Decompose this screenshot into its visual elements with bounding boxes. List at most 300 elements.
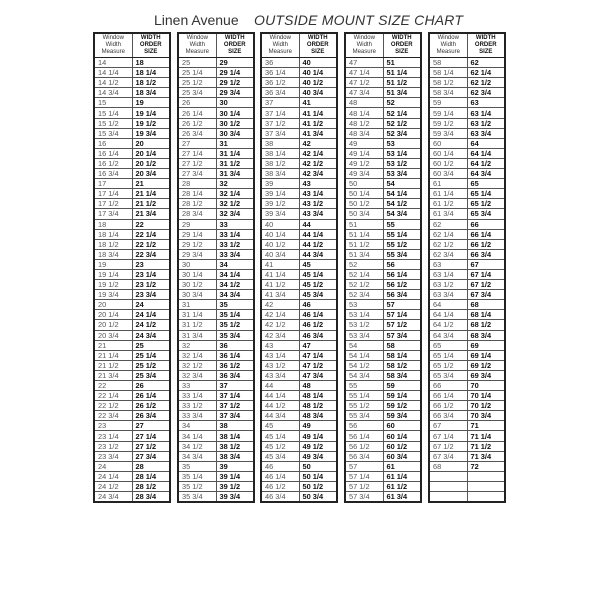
table-row	[261, 78, 337, 88]
table-row	[261, 138, 337, 148]
table-row	[429, 98, 505, 108]
header-line: Width	[189, 42, 205, 48]
window-measure-cell: 54 3/4	[345, 370, 383, 380]
window-measure-cell: 62	[429, 219, 467, 229]
table-row	[94, 360, 170, 370]
order-size-cell: 54	[383, 179, 421, 189]
order-size-cell: 41 3/4	[299, 128, 337, 138]
window-measure-cell: 64 3/4	[429, 330, 467, 340]
order-size-cell: 36 3/4	[216, 370, 254, 380]
table-row	[94, 471, 170, 481]
table-row	[94, 78, 170, 88]
order-size-cell: 34 3/4	[216, 290, 254, 300]
table-row	[261, 441, 337, 451]
order-size-cell: 50 1/4	[299, 471, 337, 481]
window-measure-cell: 36	[261, 58, 299, 68]
order-size-cell: 50	[299, 461, 337, 471]
window-measure-cell: 34 1/4	[178, 431, 216, 441]
order-size-cell: 39 1/2	[216, 481, 254, 491]
table-row	[94, 330, 170, 340]
order-size-cell: 19 1/2	[132, 118, 170, 128]
table-row	[261, 169, 337, 179]
order-size-cell: 37 3/4	[216, 411, 254, 421]
order-size-cell: 18 1/4	[132, 68, 170, 78]
window-measure-cell: 25 1/2	[178, 78, 216, 88]
window-measure-cell: 47	[345, 58, 383, 68]
table-row	[345, 189, 421, 199]
table-row	[429, 441, 505, 451]
order-size-cell: 61 1/2	[383, 481, 421, 491]
order-size-cell: 22 1/2	[132, 239, 170, 249]
table-row	[94, 492, 170, 503]
order-size-cell: 62 1/4	[467, 68, 505, 78]
table-row	[178, 481, 254, 491]
order-size-cell: 31 1/2	[216, 158, 254, 168]
window-measure-cell: 63 1/4	[429, 269, 467, 279]
window-measure-cell: 48 1/2	[345, 118, 383, 128]
window-measure-cell: 17 3/4	[94, 209, 132, 219]
order-size-cell: 40 1/2	[299, 78, 337, 88]
table-row	[429, 401, 505, 411]
window-measure-cell: 52 3/4	[345, 290, 383, 300]
window-measure-cell: 33 3/4	[178, 411, 216, 421]
order-size-cell: 21 3/4	[132, 209, 170, 219]
order-size-cell: 22 3/4	[132, 249, 170, 259]
window-width-measure-header	[345, 33, 383, 58]
order-size-cell: 39 1/4	[216, 471, 254, 481]
header-line: ORDER	[474, 42, 497, 48]
table-row	[429, 128, 505, 138]
table-row	[261, 209, 337, 219]
order-size-cell: 71 3/4	[467, 451, 505, 461]
window-measure-cell: 65 1/4	[429, 350, 467, 360]
order-size-cell: 64 3/4	[467, 169, 505, 179]
table-row	[94, 401, 170, 411]
order-size-cell: 54 3/4	[383, 209, 421, 219]
window-measure-cell: 57	[345, 461, 383, 471]
table-row	[345, 169, 421, 179]
window-measure-cell: 50 3/4	[345, 209, 383, 219]
window-measure-cell: 30 1/2	[178, 280, 216, 290]
table-row	[178, 88, 254, 98]
order-size-cell: 44 1/4	[299, 229, 337, 239]
table-row	[429, 481, 505, 491]
order-size-cell: 25 1/4	[132, 350, 170, 360]
order-size-cell: 63	[467, 98, 505, 108]
window-measure-cell: 22	[94, 381, 132, 391]
order-size-cell: 65	[467, 179, 505, 189]
table-row	[178, 239, 254, 249]
table-row	[94, 381, 170, 391]
order-size-cell: 40	[299, 58, 337, 68]
header-line: Width	[272, 42, 288, 48]
table-row	[345, 320, 421, 330]
table-row	[429, 138, 505, 148]
order-size-cell: 46 1/2	[299, 320, 337, 330]
order-size-cell: 66 1/2	[467, 239, 505, 249]
table-row	[94, 158, 170, 168]
window-measure-cell: 20	[94, 300, 132, 310]
window-measure-cell: 21 1/4	[94, 350, 132, 360]
header-line: SIZE	[228, 49, 242, 55]
window-measure-cell: 35 1/4	[178, 471, 216, 481]
table-row	[345, 492, 421, 503]
size-table-3	[260, 32, 338, 503]
order-size-cell: 32 1/2	[216, 199, 254, 209]
order-size-cell: 35	[216, 300, 254, 310]
window-measure-cell: 49	[345, 138, 383, 148]
order-size-cell: 41 1/2	[299, 118, 337, 128]
window-measure-cell: 54 1/2	[345, 360, 383, 370]
table-row	[429, 219, 505, 229]
window-measure-cell: 51 3/4	[345, 249, 383, 259]
table-row	[345, 290, 421, 300]
window-width-measure-header	[261, 33, 299, 58]
order-size-cell: 65 1/4	[467, 189, 505, 199]
order-size-cell	[467, 492, 505, 503]
order-size-cell: 46 1/4	[299, 310, 337, 320]
table-row	[429, 370, 505, 380]
order-size-cell: 22	[132, 219, 170, 229]
order-size-cell: 69 1/2	[467, 360, 505, 370]
table-row	[178, 108, 254, 118]
table-row	[94, 280, 170, 290]
table-row	[429, 471, 505, 481]
table-row	[345, 280, 421, 290]
window-measure-cell: 48 3/4	[345, 128, 383, 138]
table-row	[178, 148, 254, 158]
window-measure-cell: 25 3/4	[178, 88, 216, 98]
table-row	[429, 148, 505, 158]
window-measure-cell: 29 3/4	[178, 249, 216, 259]
table-row	[429, 239, 505, 249]
order-size-cell: 55 1/4	[383, 229, 421, 239]
table-row	[94, 259, 170, 269]
order-size-cell: 63 1/4	[467, 108, 505, 118]
table-header-row	[345, 33, 421, 58]
window-measure-cell: 34	[178, 421, 216, 431]
order-size-cell: 64 1/4	[467, 148, 505, 158]
window-measure-cell: 36 1/4	[261, 68, 299, 78]
table-row	[261, 461, 337, 471]
window-measure-cell: 46 3/4	[261, 492, 299, 503]
order-size-cell: 29 3/4	[216, 88, 254, 98]
order-size-cell: 24 1/4	[132, 310, 170, 320]
window-measure-cell: 51	[345, 219, 383, 229]
header-line: Measure	[352, 49, 376, 55]
order-size-cell: 52	[383, 98, 421, 108]
table-row	[429, 158, 505, 168]
order-size-cell: 50 3/4	[299, 492, 337, 503]
table-row	[178, 138, 254, 148]
order-size-cell: 57 1/2	[383, 320, 421, 330]
window-measure-cell: 49 1/4	[345, 148, 383, 158]
table-row	[94, 411, 170, 421]
order-size-cell: 38 3/4	[216, 451, 254, 461]
table-row	[178, 169, 254, 179]
table-row	[261, 199, 337, 209]
width-order-size-header	[216, 33, 254, 58]
window-measure-cell: 21	[94, 340, 132, 350]
table-row	[261, 481, 337, 491]
table-row	[94, 431, 170, 441]
order-size-cell: 28 1/4	[132, 471, 170, 481]
window-measure-cell: 58 1/2	[429, 78, 467, 88]
table-row	[345, 340, 421, 350]
order-size-cell: 28 3/4	[132, 492, 170, 503]
table-row	[178, 441, 254, 451]
order-size-cell: 48	[299, 381, 337, 391]
chart-title: OUTSIDE MOUNT SIZE CHART	[254, 12, 464, 28]
window-measure-cell: 17	[94, 179, 132, 189]
order-size-cell: 37 1/2	[216, 401, 254, 411]
order-size-cell: 66 1/4	[467, 229, 505, 239]
window-measure-cell: 59 3/4	[429, 128, 467, 138]
window-measure-cell: 27 1/4	[178, 148, 216, 158]
table-row	[345, 471, 421, 481]
window-measure-cell: 32	[178, 340, 216, 350]
table-row	[94, 98, 170, 108]
order-size-cell: 55 3/4	[383, 249, 421, 259]
table-row	[261, 249, 337, 259]
table-row	[261, 280, 337, 290]
table-row	[178, 431, 254, 441]
window-measure-cell: 61 3/4	[429, 209, 467, 219]
order-size-cell: 45 1/2	[299, 280, 337, 290]
order-size-cell: 48 1/4	[299, 391, 337, 401]
order-size-cell: 41	[299, 98, 337, 108]
table-row	[261, 300, 337, 310]
window-measure-cell	[429, 481, 467, 491]
order-size-cell: 30 1/4	[216, 108, 254, 118]
order-size-cell: 40 1/4	[299, 68, 337, 78]
window-measure-cell: 63	[429, 259, 467, 269]
window-measure-cell: 39 1/4	[261, 189, 299, 199]
table-row	[429, 108, 505, 118]
order-size-cell: 64	[467, 138, 505, 148]
order-size-cell: 35 1/2	[216, 320, 254, 330]
table-row	[261, 320, 337, 330]
window-measure-cell: 34 3/4	[178, 451, 216, 461]
window-measure-cell: 48 1/4	[345, 108, 383, 118]
table-row	[429, 269, 505, 279]
window-measure-cell: 56 3/4	[345, 451, 383, 461]
window-measure-cell: 60 1/4	[429, 148, 467, 158]
order-size-cell: 37	[216, 381, 254, 391]
window-measure-cell: 43 1/2	[261, 360, 299, 370]
window-measure-cell: 32 3/4	[178, 370, 216, 380]
order-size-cell: 70 1/2	[467, 401, 505, 411]
table-row	[429, 300, 505, 310]
header-line: SIZE	[479, 49, 493, 55]
window-measure-cell: 22 3/4	[94, 411, 132, 421]
table-row	[94, 219, 170, 229]
window-measure-cell: 36 1/2	[261, 78, 299, 88]
window-measure-cell: 65 3/4	[429, 370, 467, 380]
order-size-cell: 67 1/2	[467, 280, 505, 290]
table-row	[178, 58, 254, 68]
window-measure-cell: 15 3/4	[94, 128, 132, 138]
table-row	[429, 209, 505, 219]
window-measure-cell: 47 1/2	[345, 78, 383, 88]
window-measure-cell: 44	[261, 381, 299, 391]
window-measure-cell: 53 1/4	[345, 310, 383, 320]
order-size-cell: 22 1/4	[132, 229, 170, 239]
table-row	[261, 259, 337, 269]
order-size-cell: 60	[383, 421, 421, 431]
header-line: Window	[437, 35, 459, 41]
table-row	[94, 229, 170, 239]
window-measure-cell: 24 3/4	[94, 492, 132, 503]
order-size-cell: 37 1/4	[216, 391, 254, 401]
window-measure-cell: 37 1/4	[261, 108, 299, 118]
brand-name: Linen Avenue	[154, 12, 239, 28]
table-row	[429, 259, 505, 269]
window-measure-cell: 58 1/4	[429, 68, 467, 78]
window-measure-cell: 31	[178, 300, 216, 310]
order-size-cell: 18 1/2	[132, 78, 170, 88]
window-measure-cell: 33	[178, 381, 216, 391]
width-order-size-header	[299, 33, 337, 58]
window-measure-cell: 19	[94, 259, 132, 269]
table-row	[429, 350, 505, 360]
table-row	[261, 128, 337, 138]
window-measure-cell: 18 1/2	[94, 239, 132, 249]
order-size-cell: 64 1/2	[467, 158, 505, 168]
width-order-size-header	[467, 33, 505, 58]
window-measure-cell: 24	[94, 461, 132, 471]
window-measure-cell: 57 3/4	[345, 492, 383, 503]
order-size-cell: 62 3/4	[467, 88, 505, 98]
table-row	[261, 360, 337, 370]
order-size-cell: 39 3/4	[216, 492, 254, 503]
window-measure-cell: 19 1/2	[94, 280, 132, 290]
order-size-cell: 59 3/4	[383, 411, 421, 421]
table-row	[345, 461, 421, 471]
window-measure-cell: 20 3/4	[94, 330, 132, 340]
size-table-4	[344, 32, 422, 503]
window-measure-cell: 41	[261, 259, 299, 269]
window-measure-cell: 55 1/4	[345, 391, 383, 401]
order-size-cell: 27 1/2	[132, 441, 170, 451]
window-measure-cell: 66	[429, 381, 467, 391]
window-measure-cell: 27 3/4	[178, 169, 216, 179]
window-measure-cell: 61 1/4	[429, 189, 467, 199]
order-size-cell: 49 3/4	[299, 451, 337, 461]
window-measure-cell: 26 1/2	[178, 118, 216, 128]
table-row	[345, 300, 421, 310]
order-size-cell: 70 3/4	[467, 411, 505, 421]
window-measure-cell: 54	[345, 340, 383, 350]
order-size-cell: 36 1/4	[216, 350, 254, 360]
order-size-cell: 70 1/4	[467, 391, 505, 401]
order-size-cell: 42 3/4	[299, 169, 337, 179]
table-row	[261, 370, 337, 380]
header-line: WIDTH	[140, 35, 161, 41]
order-size-cell: 63 1/2	[467, 118, 505, 128]
order-size-cell: 53 3/4	[383, 169, 421, 179]
table-row	[261, 492, 337, 503]
table-row	[94, 310, 170, 320]
table-row	[345, 249, 421, 259]
window-measure-cell: 46	[261, 461, 299, 471]
order-size-cell: 19 3/4	[132, 128, 170, 138]
window-measure-cell: 14 1/4	[94, 68, 132, 78]
table-row	[178, 158, 254, 168]
table-row	[261, 391, 337, 401]
header-line: ORDER	[139, 42, 162, 48]
order-size-cell: 57 1/4	[383, 310, 421, 320]
window-measure-cell: 47 3/4	[345, 88, 383, 98]
order-size-cell: 45 3/4	[299, 290, 337, 300]
table-row	[261, 401, 337, 411]
window-measure-cell: 52	[345, 259, 383, 269]
table-row	[178, 330, 254, 340]
table-row	[94, 148, 170, 158]
window-measure-cell: 40	[261, 219, 299, 229]
table-row	[178, 411, 254, 421]
window-measure-cell: 15 1/4	[94, 108, 132, 118]
table-row	[261, 98, 337, 108]
order-size-cell: 30 1/2	[216, 118, 254, 128]
order-size-cell: 65 3/4	[467, 209, 505, 219]
window-measure-cell: 22 1/2	[94, 401, 132, 411]
window-measure-cell: 58	[429, 58, 467, 68]
table-row	[429, 492, 505, 503]
window-measure-cell: 41 1/4	[261, 269, 299, 279]
window-measure-cell: 51 1/4	[345, 229, 383, 239]
window-measure-cell: 47 1/4	[345, 68, 383, 78]
order-size-cell: 30 3/4	[216, 128, 254, 138]
window-measure-cell: 55 1/2	[345, 401, 383, 411]
window-measure-cell: 51 1/2	[345, 239, 383, 249]
window-measure-cell: 44 1/4	[261, 391, 299, 401]
window-measure-cell: 55	[345, 381, 383, 391]
order-size-cell: 60 1/2	[383, 441, 421, 451]
table-row	[178, 199, 254, 209]
order-size-cell: 24 3/4	[132, 330, 170, 340]
table-row	[94, 58, 170, 68]
window-measure-cell: 20 1/2	[94, 320, 132, 330]
window-measure-cell: 18	[94, 219, 132, 229]
window-measure-cell: 63 1/2	[429, 280, 467, 290]
window-measure-cell: 14 3/4	[94, 88, 132, 98]
order-size-cell: 44 1/2	[299, 239, 337, 249]
order-size-cell: 25	[132, 340, 170, 350]
window-measure-cell: 66 1/4	[429, 391, 467, 401]
order-size-cell: 34 1/2	[216, 280, 254, 290]
table-row	[178, 471, 254, 481]
window-measure-cell: 18 1/4	[94, 229, 132, 239]
order-size-cell: 46 3/4	[299, 330, 337, 340]
order-size-cell	[467, 481, 505, 491]
window-measure-cell: 28 1/2	[178, 199, 216, 209]
window-measure-cell: 15	[94, 98, 132, 108]
header-line: Window	[269, 35, 291, 41]
window-measure-cell: 61 1/2	[429, 199, 467, 209]
order-size-cell: 62	[467, 58, 505, 68]
window-measure-cell: 32 1/4	[178, 350, 216, 360]
window-measure-cell: 42	[261, 300, 299, 310]
table-row	[178, 370, 254, 380]
table-row	[94, 421, 170, 431]
table-row	[429, 340, 505, 350]
table-row	[178, 401, 254, 411]
order-size-cell: 42 1/4	[299, 148, 337, 158]
window-measure-cell: 52 1/4	[345, 269, 383, 279]
order-size-cell: 56 1/2	[383, 280, 421, 290]
header-line: SIZE	[395, 49, 409, 55]
